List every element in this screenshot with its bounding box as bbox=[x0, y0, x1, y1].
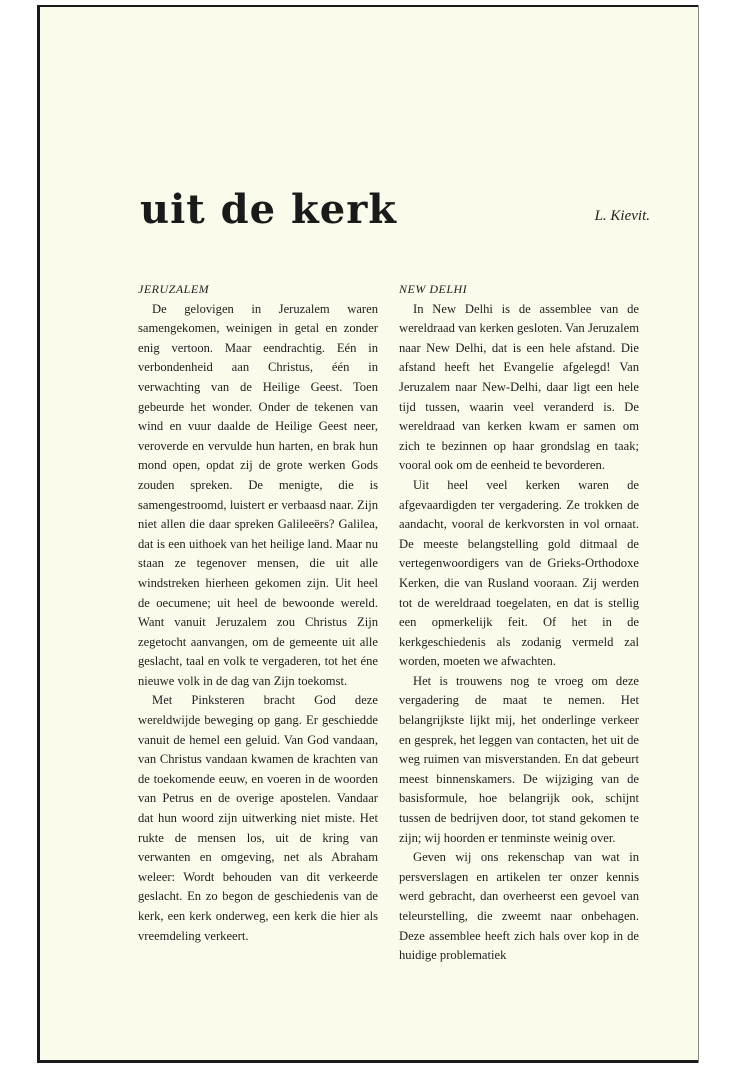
paragraph: In New Delhi is de assemblee van de wereldraad van kerken gesloten. Van Jeruzalem naar New Delhi, dat is een hele afstand. Die afstand heeft het Evangelie afgelegd! Van Jeruzalem naar New-Delhi, daar ligt een hele tijd tussen, waarin veel veranderd is. De wereldraad van kerken kwam er samen om zich te bezinnen op haar grondslag en taak; vooral ook om de eenheid te bevorderen. bbox=[399, 301, 639, 473]
section-heading-jeruzalem: JERUZALEM bbox=[138, 282, 210, 296]
page-title: uit de kerk bbox=[140, 186, 397, 233]
page-edge bbox=[698, 5, 699, 1063]
right-column bbox=[399, 280, 639, 966]
paragraph: Met Pinksteren bracht God deze wereldwijde beweging op gang. Er geschiedde vanuit de hemel een geluid. Van God vandaan, van Christus vandaan kwamen de krachten van de toekomende eeuw, en voeren in de woorden van Petrus en de overige apostelen. Vandaar dat hun woord zijn uitwerking niet miste. Het rukte de mensen los, uit de kring van verwanten en omgeving, net als Abraham weleer: Wordt behouden van dit verkeerde geslacht. En zo begon de geschiedenis van de kerk, een kerk onderweg, een kerk die hier als vreemdeling verkeert. bbox=[138, 693, 378, 943]
paragraph: De gelovigen in Jeruzalem waren samengekomen, weinigen in getal en zonder enig vertoon. Maar eendrachtig. Eén in verbondenheid aan Christus, één in verwachting van de Heilige Geest. Toen gebeurde het wonder. Onder de tekenen van wind en vuur daalde de Heilige Geest neer, veroverde en vervulde hun harten, en brak hun mond open, opdat zij de grote werken Gods zouden spreken. De menigte, die is samengestroomd, luistert er verbaasd naar. Zijn niet allen die daar spreken Galileeërs? Galilea, dat is een uithoek van het heilige land. Maar nu staan ze tegenover mensen, die uit alle windstreken hierheen gekomen zijn. Uit heel de oecumene; uit heel de bewoonde wereld. Want vanuit Jeruzalem zou Christus Zijn zegetocht aanvangen, om de gemeente uit alle geslacht, taal en volk te vergaderen, tot het éne nieuwe volk in de dag van Zijn toekomst. bbox=[138, 301, 378, 688]
paragraph: Uit heel veel kerken waren de afgevaardigden ter vergadering. Ze trokken de aandacht, vooral de kerkvorsten in vol ornaat. De meeste belangstelling gold ditmaal de vertegenwoordigers van de Grieks-Orthodoxe Kerken, die van Rusland vooraan. Zij werden tot de wereldraad toegelaten, en dat is stellig een opmerkelijk feit. Of het in de kerkgeschiedenis als zodanig vermeld zal worden, moeten we afwachten. bbox=[399, 477, 639, 669]
left-column bbox=[138, 280, 378, 946]
author-name: L. Kievit. bbox=[594, 208, 650, 224]
paragraph: Het is trouwens nog te vroeg om deze vergadering de maat te nemen. Het belangrijkste lijkt mij, het onderlinge verkeer en gesprek, het leggen van contacten, het uit de weg ruimen van misverstanden. En dat gebeurt meest binnenskamers. De wijziging van de basisformule, hoe belangrijk ook, schijnt tussen de bedrijven door, tot stand gekomen te zijn; wij hoorden er tenminste weinig over. bbox=[399, 673, 639, 845]
section-heading-new-delhi: NEW DELHI bbox=[399, 282, 468, 296]
paragraph: Geven wij ons rekenschap van wat in persverslagen en artikelen ter onzer kennis werd gebracht, dan overheerst een gevoel van teleurstelling, die zweemt naar onbehagen. Deze assemblee heeft zich hals over kop in de huidige problematiek bbox=[399, 850, 639, 963]
